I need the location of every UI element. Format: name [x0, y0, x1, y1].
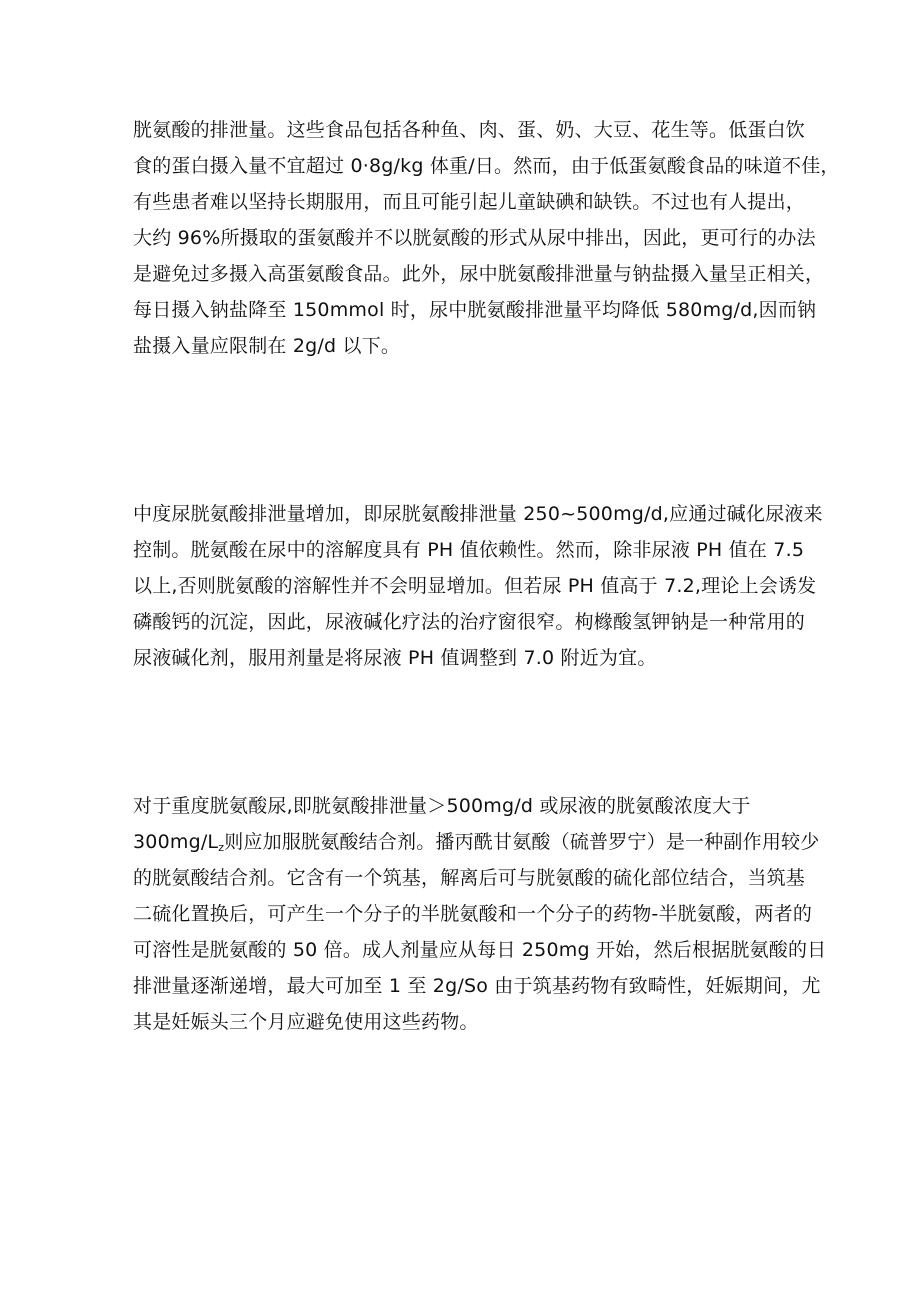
text-segment: 300mg/L [133, 831, 219, 853]
text-line: 可溶性是胱氨酸的 50 倍。成人剂量应从每日 250mg 开始，然后根据胱氨酸的日 [133, 939, 827, 961]
text-line: 有些患者难以坚持长期服用，而且可能引起儿童缺碘和缺铁。不过也有人提出， [133, 191, 806, 213]
text-line: 盐摄入量应限制在 2g/d 以下。 [133, 335, 401, 357]
text-line: 每日摄入钠盐降至 150mmol 时，尿中胱氨酸排泄量平均降低 580mg/d,因而钠 [133, 299, 817, 321]
text-line: 排泄量逐渐递增，最大可加至 1 至 2g/So 由于筑基药物有致畸性，妊娠期间，尤 [133, 975, 821, 997]
text-line: 的胱氨酸结合剂。它含有一个筑基，解离后可与胱氨酸的硫化部位结合，当筑基 [133, 867, 806, 889]
text-line: 尿液碱化剂，服用剂量是将尿液 PH 值调整到 7.0 附近为宜。 [133, 647, 657, 669]
paragraph-alkalization [133, 496, 823, 676]
text-line: 控制。胱氨酸在尿中的溶解度具有 PH 值依赖性。然而，除非尿液 PH 值在 7.5 [133, 539, 805, 561]
text-line: 以上,否则胱氨酸的溶解性并不会明显增加。但若尿 PH 值高于 7.2,理论上会诱发 [133, 575, 817, 597]
paragraph-binding-agents [133, 788, 827, 1040]
text-line-with-subscript [133, 824, 820, 860]
text-line: 对于重度胱氨酸尿,即胱氨酸排泄量＞500mg/d 或尿液的胱氨酸浓度大于 [133, 795, 751, 817]
text-line: 磷酸钙的沉淀，因此，尿液碱化疗法的治疗窗很窄。枸橼酸氢钾钠是一种常用的 [133, 611, 806, 633]
text-line: 大约 96%所摄取的蛋氨酸并不以胱氨酸的形式从尿中排出，因此，更可行的办法 [133, 227, 816, 249]
text-line: 二硫化置换后，可产生一个分子的半胱氨酸和一个分子的药物-半胱氨酸，两者的 [133, 903, 813, 925]
text-segment: 则应加服胱氨酸结合剂。播丙酰甘氨酸（硫普罗宁）是一种副作用较少 [224, 831, 820, 853]
text-line: 是避免过多摄入高蛋氨酸食品。此外，尿中胱氨酸排泄量与钠盐摄入量呈正相关， [133, 263, 825, 285]
text-line: 其是妊娠头三个月应避免使用这些药物。 [133, 1011, 479, 1033]
subscript: z [218, 841, 225, 854]
paragraph-diet [133, 112, 840, 364]
text-line: 中度尿胱氨酸排泄量增加，即尿胱氨酸排泄量 250~500mg/d,应通过碱化尿液来 [133, 503, 823, 525]
text-line: 食的蛋白摄入量不宜超过 0·8g/kg 体重/日。然而，由于低蛋氨酸食品的味道不佳， [133, 155, 840, 177]
text-line: 胱氨酸的排泄量。这些食品包括各种鱼、肉、蛋、奶、大豆、花生等。低蛋白饮 [133, 119, 806, 141]
